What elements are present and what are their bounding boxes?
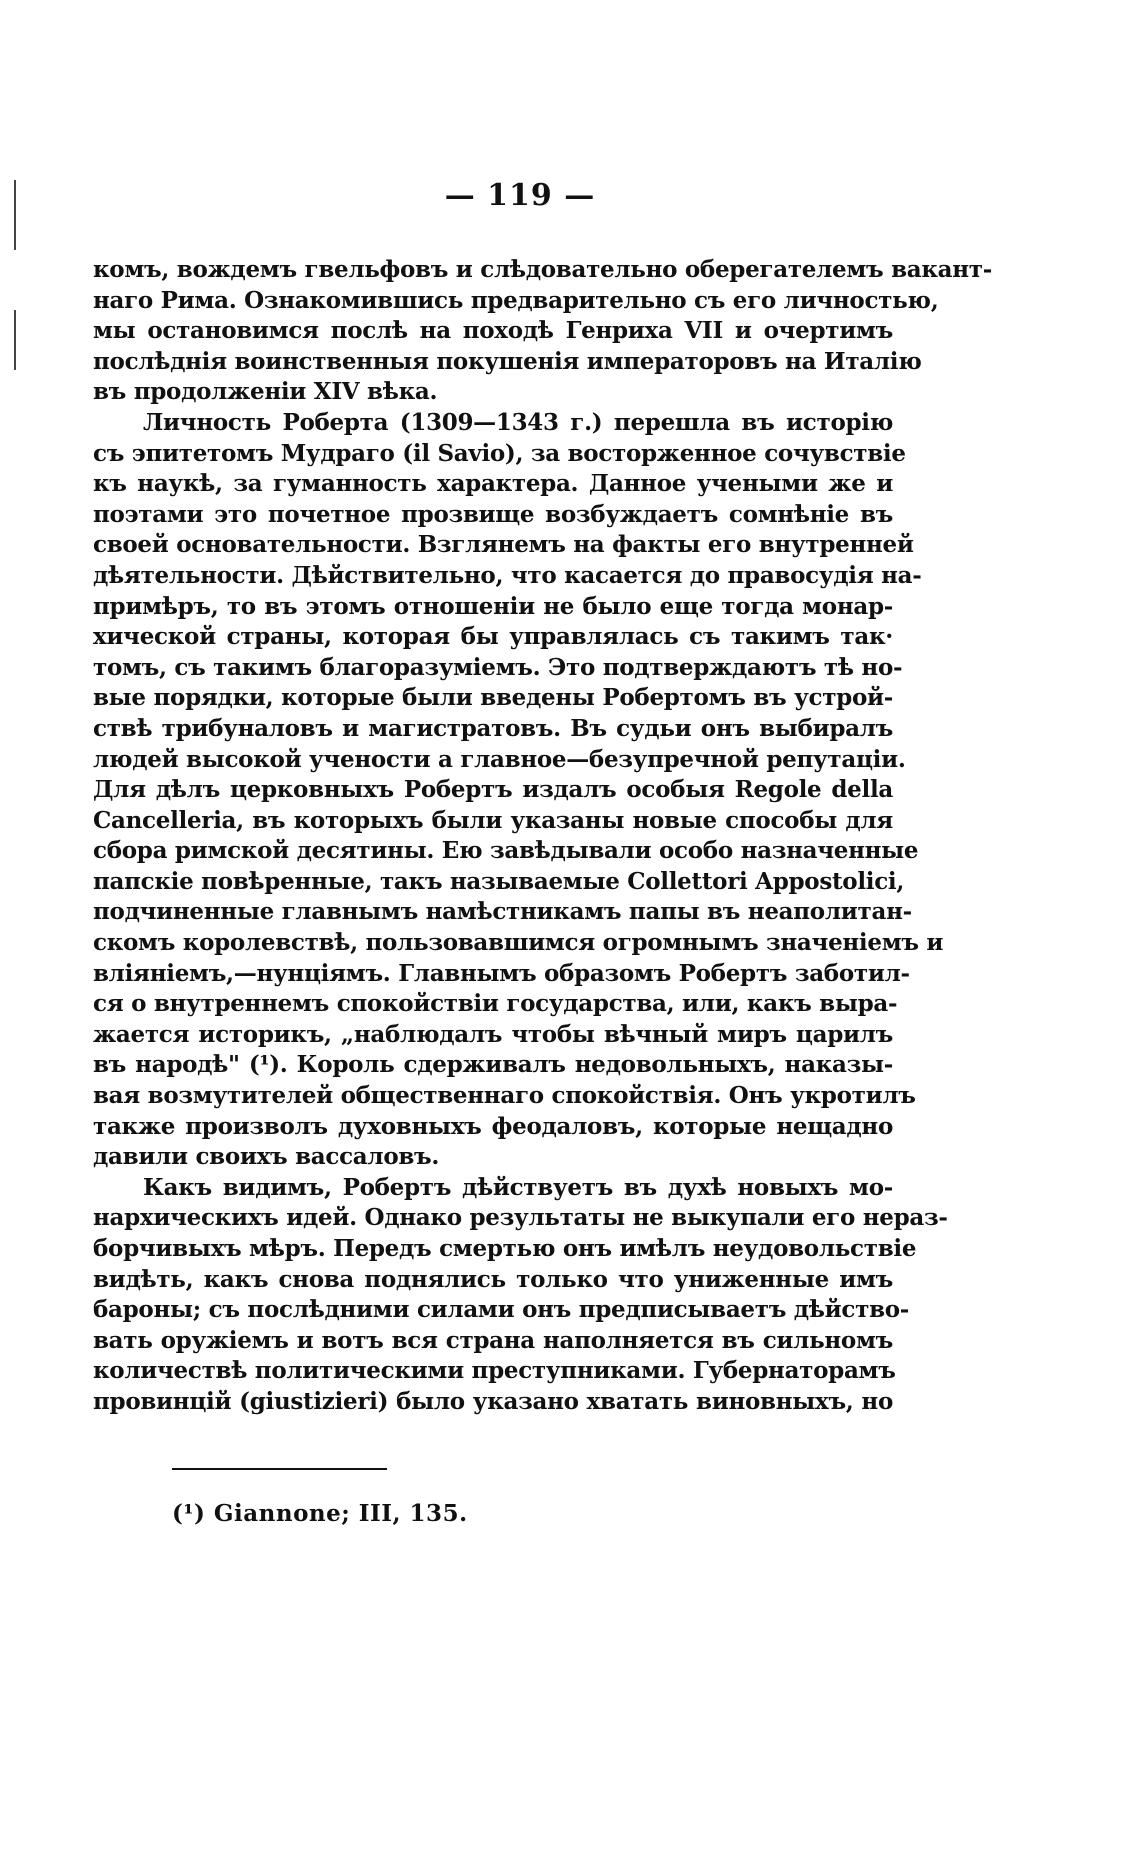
text-line: ствѣ трибуналовъ и магистратовъ. Въ судьи онъ выбиралъ: [93, 714, 893, 742]
text-line: Для дѣлъ церковныхъ Робертъ издалъ особыя Regole della: [93, 776, 893, 804]
text-line: томъ, съ такимъ благоразуміемъ. Это подтверждаютъ тѣ но-: [93, 653, 903, 681]
text-line: къ наукѣ, за гуманность характера. Данное учеными же и: [93, 470, 893, 498]
text-line: послѣднія воинственныя покушенія императоровъ на Италію: [93, 347, 922, 375]
text-line: вые порядки, которые были введены Робертомъ въ устрой-: [93, 684, 893, 712]
text-line: количествѣ политическими преступниками. Губернаторамъ: [93, 1357, 896, 1385]
text-line: хической страны, которая бы управлялась съ такимъ так·: [93, 623, 893, 651]
text-line: ся о внутреннемъ спокойствіи государства, или, какъ выра-: [93, 990, 898, 1018]
text-line: давили своихъ вассаловъ.: [93, 1143, 440, 1171]
text-line: мы остановимся послѣ на походѣ Генриха VII и очертимъ: [93, 317, 893, 345]
text-line: примѣръ, то въ этомъ отношеніи не было еще тогда монар-: [93, 592, 893, 620]
footnote-divider: [172, 1468, 387, 1470]
text-line: Cancelleria, въ которыхъ были указаны новые способы для: [93, 806, 893, 834]
text-line: бароны; съ послѣдними силами онъ предписываетъ дѣйство-: [93, 1296, 910, 1324]
text-line: видѣть, какъ снова поднялись только что униженные имъ: [93, 1265, 893, 1293]
text-line: Какъ видимъ, Робертъ дѣйствуетъ въ духѣ новыхъ мо-: [143, 1173, 893, 1201]
text-line: вліяніемъ,—нунціямъ. Главнымъ образомъ Робертъ заботил-: [93, 959, 910, 987]
text-line: съ эпитетомъ Мудраго (il Savio), за восторженное сочувствіе: [93, 439, 906, 467]
text-line: скомъ королевствѣ, пользовавшимся огромнымъ значеніемъ и: [93, 929, 944, 957]
text-line: также произволъ духовныхъ феодаловъ, которые нещадно: [93, 1112, 893, 1140]
body-text: [93, 255, 993, 1418]
page-number: — 119 —: [444, 178, 596, 213]
text-line: вая возмутителей общественнаго спокойствія. Онъ укротилъ: [93, 1082, 916, 1110]
text-line: борчивыхъ мѣръ. Передъ смертью онъ имѣлъ неудовольствіе: [93, 1235, 917, 1262]
text-line: папскіе повѣренные, такъ называемые Collettori Appostolici,: [93, 867, 905, 895]
text-line: дѣятельности. Дѣйствительно, что касается до правосудія на-: [93, 561, 922, 589]
footnote: (¹) Giannone; III, 135.: [172, 1500, 468, 1527]
text-line: комъ, вождемъ гвельфовъ и слѣдовательно оберегателемъ вакант-: [93, 256, 993, 283]
text-line: въ продолженіи XIV вѣка.: [93, 378, 438, 406]
text-line: въ народѣ" (¹). Король сдерживалъ недовольныхъ, наказы-: [93, 1051, 893, 1079]
text-line: нархическихъ идей. Однако результаты не выкупали его нераз-: [93, 1204, 948, 1232]
text-line: подчиненные главнымъ намѣстникамъ папы въ неаполитан-: [93, 898, 912, 926]
text-line: людей высокой учености а главное—безупречной репутаціи.: [93, 745, 906, 773]
text-line: жается историкъ, „наблюдалъ чтобы вѣчный миръ царилъ: [93, 1020, 893, 1048]
text-line: сбора римской десятины. Ею завѣдывали особо назначенные: [93, 837, 919, 865]
text-line: своей основательности. Взглянемъ на факты его внутренней: [93, 531, 914, 559]
text-line: поэтами это почетное прозвище возбуждаетъ сомнѣніе въ: [93, 500, 893, 528]
text-line: Личность Роберта (1309—1343 г.) перешла въ исторію: [143, 408, 893, 436]
text-line: провинцій (giustizieri) было указано хватать виновныхъ, но: [93, 1387, 893, 1415]
page-edge-mark: [14, 310, 16, 370]
text-line: вать оружіемъ и вотъ вся страна наполняется въ сильномъ: [93, 1326, 893, 1354]
text-line: наго Рима. Ознакомившись предварительно съ его личностью,: [93, 286, 939, 314]
